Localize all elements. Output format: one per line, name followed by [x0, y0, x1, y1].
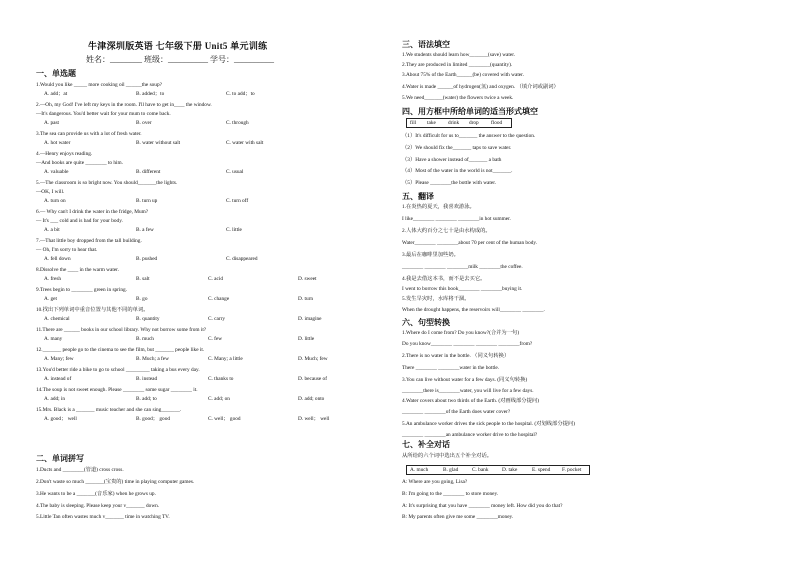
page-title: 牛津深圳版英语 七年级下册 Unit5 单元训练	[88, 41, 268, 51]
answer-option: C. acid	[208, 276, 224, 282]
translation-line: 3.最后在咖啡里加些奶。	[402, 252, 459, 258]
answer-option: A. chemical	[44, 316, 70, 322]
answer-option: A. hot water	[44, 140, 71, 146]
translation-line: ________ ________ ________milk ________the coffee.	[402, 264, 523, 270]
question-stem: 6.— Why can't I drink the water in the fridge, Mum?	[36, 209, 149, 215]
section-4-heading: 四、用方框中所给单词的适当形式填空	[402, 107, 538, 116]
answer-option: B. quantity	[136, 316, 160, 322]
answer-option: D. turn	[298, 296, 314, 302]
section-2-heading: 二、单词拼写	[36, 454, 84, 463]
answer-option: D. add; onto	[298, 396, 325, 402]
grammar-question: 2.They are produced in limited ________(quantity).	[402, 62, 513, 68]
answer-option: C. well； good	[208, 416, 241, 422]
answer-option: C. through	[226, 120, 249, 126]
answer-option: A. valuable	[44, 169, 69, 175]
translation-line: 1.在炎热的夏天，我喜欢游泳。	[402, 204, 475, 210]
answer-option: C. usual	[226, 169, 244, 175]
answer-option: C. few	[208, 336, 223, 342]
word-box-item: drink	[448, 120, 460, 126]
question-stem: —OK, I will.	[36, 189, 65, 195]
answer-option: B. added；to	[136, 91, 165, 97]
answer-option: B. different	[136, 169, 161, 175]
translation-line: I like________ ________ ________in hot summer.	[402, 216, 511, 222]
word-box-item: flood	[491, 120, 503, 126]
grammar-question: 3.About 75% of the Earth______(be) covered with water.	[402, 72, 524, 78]
answer-option: B. good； good	[136, 416, 170, 422]
answer-option: C. turn off	[226, 198, 249, 204]
question-stem: 9.Trees begin to ________ green in spring.	[36, 287, 128, 293]
answer-option: A. fell down	[44, 256, 71, 262]
word-box	[406, 118, 512, 128]
transformation-line: ________ ________an ambulance worker drive to the hospital?	[402, 432, 538, 438]
answer-option: D. sweet	[298, 276, 317, 282]
answer-option: D. Much; few	[298, 356, 328, 362]
answer-option: B. turn up	[136, 198, 158, 204]
student-info-line: 姓名：________ 班级：__________ 学号：__________	[86, 55, 274, 64]
question-stem: 10.找出下列单词中重音位置与其他不同的单词。	[36, 307, 149, 313]
dialogue-line: B: My parents often give me some ________money.	[402, 514, 514, 520]
spelling-question: 4.The baby is sleeping. Please keep your v_______ down.	[36, 503, 160, 509]
transformation-line: There ________ ________water in the bottle.	[402, 365, 500, 371]
word-box-item: B. glad	[443, 467, 459, 473]
question-stem: 8.Dissolve the ____ in the warm water.	[36, 267, 119, 273]
translation-line: When the drought happens, the reservoirs will________ ________.	[402, 307, 545, 313]
question-stem: — Oh, I'm sorry to hear that.	[36, 247, 98, 253]
translation-line: I went to borrow this book________ ________buying it.	[402, 286, 523, 292]
transformation-line: 2.There is no water in the bottle. （同义句转换）	[402, 353, 510, 359]
dialogue-instructions: 从所给的六个词中选出五个补全对话。	[402, 453, 493, 459]
answer-option: B. a few	[136, 227, 154, 233]
transformation-line: Do you know________ ________ ________ ________from?	[402, 341, 533, 347]
answer-option: C. thanks to	[208, 376, 234, 382]
answer-option: D. little	[298, 336, 315, 342]
answer-option: A. add; in	[44, 396, 66, 402]
spelling-question: 1.Ducts and ________(管道) cross cross.	[36, 467, 124, 473]
question-stem: 5.—The classroom is so bright now. You should_______the lights.	[36, 180, 178, 186]
dialogue-line: B: I'm going to the ________ to store money.	[402, 491, 499, 497]
transformation-line: 1.Where do I come from? Do you know?(合并为一句)	[402, 330, 520, 336]
question-stem: 1.Would you like _____ more cooking oil ______the soup?	[36, 82, 162, 88]
translation-line: 2.人体大约百分之七十是由水构成的。	[402, 228, 491, 234]
word-box-item: F. pocket	[562, 467, 582, 473]
section-6-heading: 六、句型转换	[402, 318, 450, 327]
answer-option: B. go	[136, 296, 148, 302]
answer-option: B. add; to	[136, 396, 157, 402]
answer-option: A. fresh	[44, 276, 62, 282]
question-stem: 13.You'd better ride a bike to go to school _________ taking a bus every day.	[36, 367, 200, 373]
grammar-question: 1.We students should learn how_______(save) water.	[402, 52, 515, 58]
word-box-item: C. bank	[472, 467, 489, 473]
question-stem: 7.—That little boy dropped from the tall building.	[36, 238, 142, 244]
section-7-heading: 七、补全对话	[402, 440, 450, 449]
question-stem: —It's dangerous. You'd better wait for your mum to come back.	[36, 111, 171, 117]
answer-option: A. get	[44, 296, 57, 302]
answer-option: A. good； well	[44, 416, 77, 422]
dialogue-word-box	[406, 465, 590, 475]
transformation-line: 5.An ambulance worker drives the sick people to the hospital. (对划线部分提问)	[402, 421, 575, 427]
question-stem: 4.—Henry enjoys reading.	[36, 151, 93, 157]
answer-option: A. Many; few	[44, 356, 74, 362]
answer-option: C. to add；to	[226, 91, 255, 97]
question-stem: 15.Mrs. Black is a _______ music teacher and she can sing_______.	[36, 407, 182, 413]
answer-option: B. instead	[136, 376, 158, 382]
answer-option: B. pushed	[136, 256, 158, 262]
answer-option: A. instead of	[44, 376, 72, 382]
dialogue-line: A: Where are you going, Lisa?	[402, 479, 468, 485]
word-box-item: A. much	[410, 467, 429, 473]
word-box-item: drop	[469, 120, 479, 126]
question-stem: —And books are quite ________ to him.	[36, 160, 123, 166]
question-stem: 3.The sea can provide us with a lot of fresh water.	[36, 131, 142, 137]
answer-option: B. much	[136, 336, 154, 342]
answer-option: B. salt	[136, 276, 150, 282]
spelling-question: 2.Don't waste so much _______(宝贵的) time in playing computer games.	[36, 479, 195, 485]
answer-option: B. over	[136, 120, 152, 126]
answer-option: A. past	[44, 120, 60, 126]
dialogue-line: A: It's surprising that you have ________ money left. How did you do that?	[402, 503, 563, 509]
fill-question: （3）Have a shower instead of_______ a bath	[402, 157, 502, 163]
question-stem: 11.There are ______ books in our school library. Why not borrow some from it?	[36, 327, 207, 333]
transformation-line: ________ ________of the Earth does water cover?	[402, 409, 511, 415]
section-3-heading: 三、语法填空	[402, 40, 450, 49]
answer-option: C. change	[208, 296, 230, 302]
answer-option: A. add；at	[44, 91, 68, 97]
translation-line: 5.发生旱灾时，水库将干涸。	[402, 296, 470, 302]
spelling-question: 3.He wants to be a _______(音乐家) when he grows up.	[36, 491, 156, 497]
word-box-item: D. take	[502, 467, 518, 473]
answer-option: D. well； well	[298, 416, 330, 422]
answer-option: D. imagine	[298, 316, 322, 322]
fill-question: （5）Please ________the bottle with water.	[402, 180, 497, 186]
answer-option: C. water with salt	[226, 140, 264, 146]
answer-option: C. little	[226, 227, 242, 233]
question-stem: 14.The soup is not sweet enough. Please ________ some sugar ________ it.	[36, 387, 198, 393]
question-stem: 12._______ people go to the cinema to see the film, but _______ people like it.	[36, 347, 205, 353]
answer-option: C. carry	[208, 316, 226, 322]
answer-option: A. many	[44, 336, 63, 342]
answer-option: C. disappeared	[226, 256, 258, 262]
question-stem: — It's ___ cold and is bad for your body.	[36, 218, 123, 224]
spelling-question: 5.Little Tan often wastes much v_______ time in watching TV.	[36, 514, 170, 520]
transformation-line: ________there is________water, you will live for a few days.	[402, 388, 534, 394]
section-1-heading: 一、单选题	[36, 69, 76, 78]
fill-question: （2）We should fix the_______ taps to save water.	[402, 145, 512, 151]
word-box-item: take	[427, 120, 436, 126]
answer-option: A. a bit	[44, 227, 60, 233]
grammar-question: 5.We need_______(water) the flowers twice a week.	[402, 95, 514, 101]
answer-option: C. add; on	[208, 396, 230, 402]
fill-question: （4）Most of the water in the world is not_______.	[402, 168, 513, 174]
answer-option: B. Much; a few	[136, 356, 169, 362]
word-box-item: E. spend	[532, 467, 551, 473]
fill-question: （1）It's difficult for us to_______ the answer to the question.	[402, 133, 536, 139]
answer-option: C. Many; a little	[208, 356, 243, 362]
translation-line: Water________ ________about 70 per cent of the human body.	[402, 240, 538, 246]
question-stem: 2.—Oh, my God! I've left my keys in the room. I'll have to get in____ the window.	[36, 102, 212, 108]
grammar-question: 4.Water is made ______of hydrogen(氢) and oxygen. （填介词或副词）	[402, 84, 559, 90]
answer-option: D. because of	[298, 376, 327, 382]
transformation-line: 3.You can live without water for a few days. (同义句转换)	[402, 377, 528, 383]
section-5-heading: 五、翻译	[402, 192, 434, 201]
translation-line: 4.我是去借这本书，而不是去买它。	[402, 276, 486, 282]
answer-option: B. water without salt	[136, 140, 181, 146]
word-box-item: fill	[410, 120, 417, 126]
transformation-line: 4.Water covers about two thirds of the Earth. (对画线部分提问)	[402, 398, 539, 404]
answer-option: A. turn on	[44, 198, 66, 204]
